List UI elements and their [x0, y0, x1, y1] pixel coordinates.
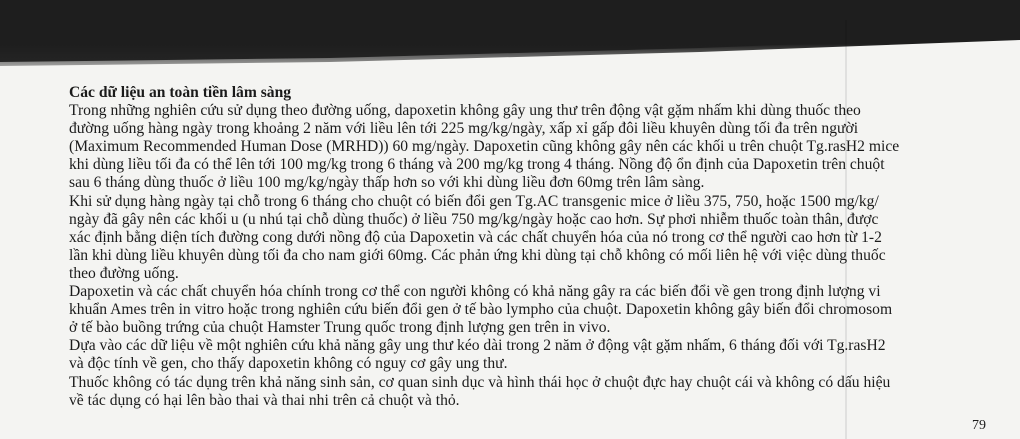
- text-line: lần khi dùng liều khuyên dùng tối đa cho nam giới 60mg. Các phản ứng khi dùng tại chỗ không có mối liên hệ với việc dùng thuốc: [69, 246, 886, 264]
- text-line: Khi sử dụng hàng ngày tại chỗ trong 6 tháng cho chuột có biến đổi gen Tg.AC transgenic mice ở liều 375, 750, hoặc 1500 mg/kg/: [69, 192, 879, 210]
- text-line: theo đường uống.: [69, 264, 179, 282]
- text-line: khuẩn Ames trên in vitro hoặc trong nghiên cứu biến đổi gen ở tế bào lympho của chuột. Dapoxetin không gây biến đổi chromosom: [69, 301, 893, 319]
- section-heading: Các dữ liệu an toàn tiền lâm sàng: [69, 84, 292, 101]
- text-line: sau 6 tháng dùng thuốc ở liều 100 mg/kg/ngày thấp hơn so với khi dùng liều đơn 60mg trên lâm sàng.: [69, 174, 705, 192]
- text-line: đường uống hàng ngày trong khoảng 2 năm với liều lên tới 225 mg/kg/ngày, xấp xỉ gấp đôi liều khuyên dùng tối đa trên người: [69, 120, 859, 138]
- text-line: và độc tính về gen, cho thấy dapoxetin không có nguy cơ gây ung thư.: [69, 355, 508, 373]
- text-line: khi dùng liều tối đa có thể lên tới 100 mg/kg trong 6 tháng và 200 mg/kg trong 4 tháng. Nồng độ ổn định của Dapoxetin trên chuột: [69, 156, 885, 174]
- text-line: ngày đã gây nên các khối u (u nhú tại chỗ dùng thuốc) ở liều 750 mg/kg/ngày hoặc cao hơn. Sự phơi nhiễm thuốc toàn thân, được: [69, 210, 879, 228]
- text-line: (Maximum Recommended Human Dose (MRHD)) 60 mg/ngày. Dapoxetin cũng không gây nên các khối u trên chuột Tg.rasH2 mice: [69, 138, 900, 156]
- page-number: 79: [972, 418, 986, 433]
- text-line: Trong những nghiên cứu sử dụng theo đường uống, dapoxetin không gây ung thư trên động vật gặm nhấm khi dùng thuốc theo: [69, 102, 861, 120]
- text-line: ở tế bào buồng trứng của chuột Hamster Trung quốc trong định lượng gen trên in vivo.: [69, 319, 611, 337]
- document-body: [69, 84, 989, 410]
- text-line: Dapoxetin và các chất chuyển hóa chính trong cơ thể con người không có khả năng gây ra các biến đổi về gen trong định lượng vi: [69, 283, 881, 301]
- text-line: xác định bằng diện tích đường cong dưới nồng độ của Dapoxetin và các chất chuyển hóa của nó trong cơ thể người cao hơn từ 1-2: [69, 228, 882, 246]
- text-line: Thuốc không có tác dụng trên khả năng sinh sản, cơ quan sinh dục và hình thái học ở chuột đực hay chuột cái và không có dấu hiệu: [69, 373, 891, 391]
- text-line: về tác dụng có hại lên bào thai và thai nhi trên cả chuột và thỏ.: [69, 391, 460, 409]
- text-line: Dựa vào các dữ liệu về một nghiên cứu khả năng gây ung thư kéo dài trong 2 năm ở động vật gặm nhấm, 6 tháng đối với Tg.rasH2: [69, 337, 886, 355]
